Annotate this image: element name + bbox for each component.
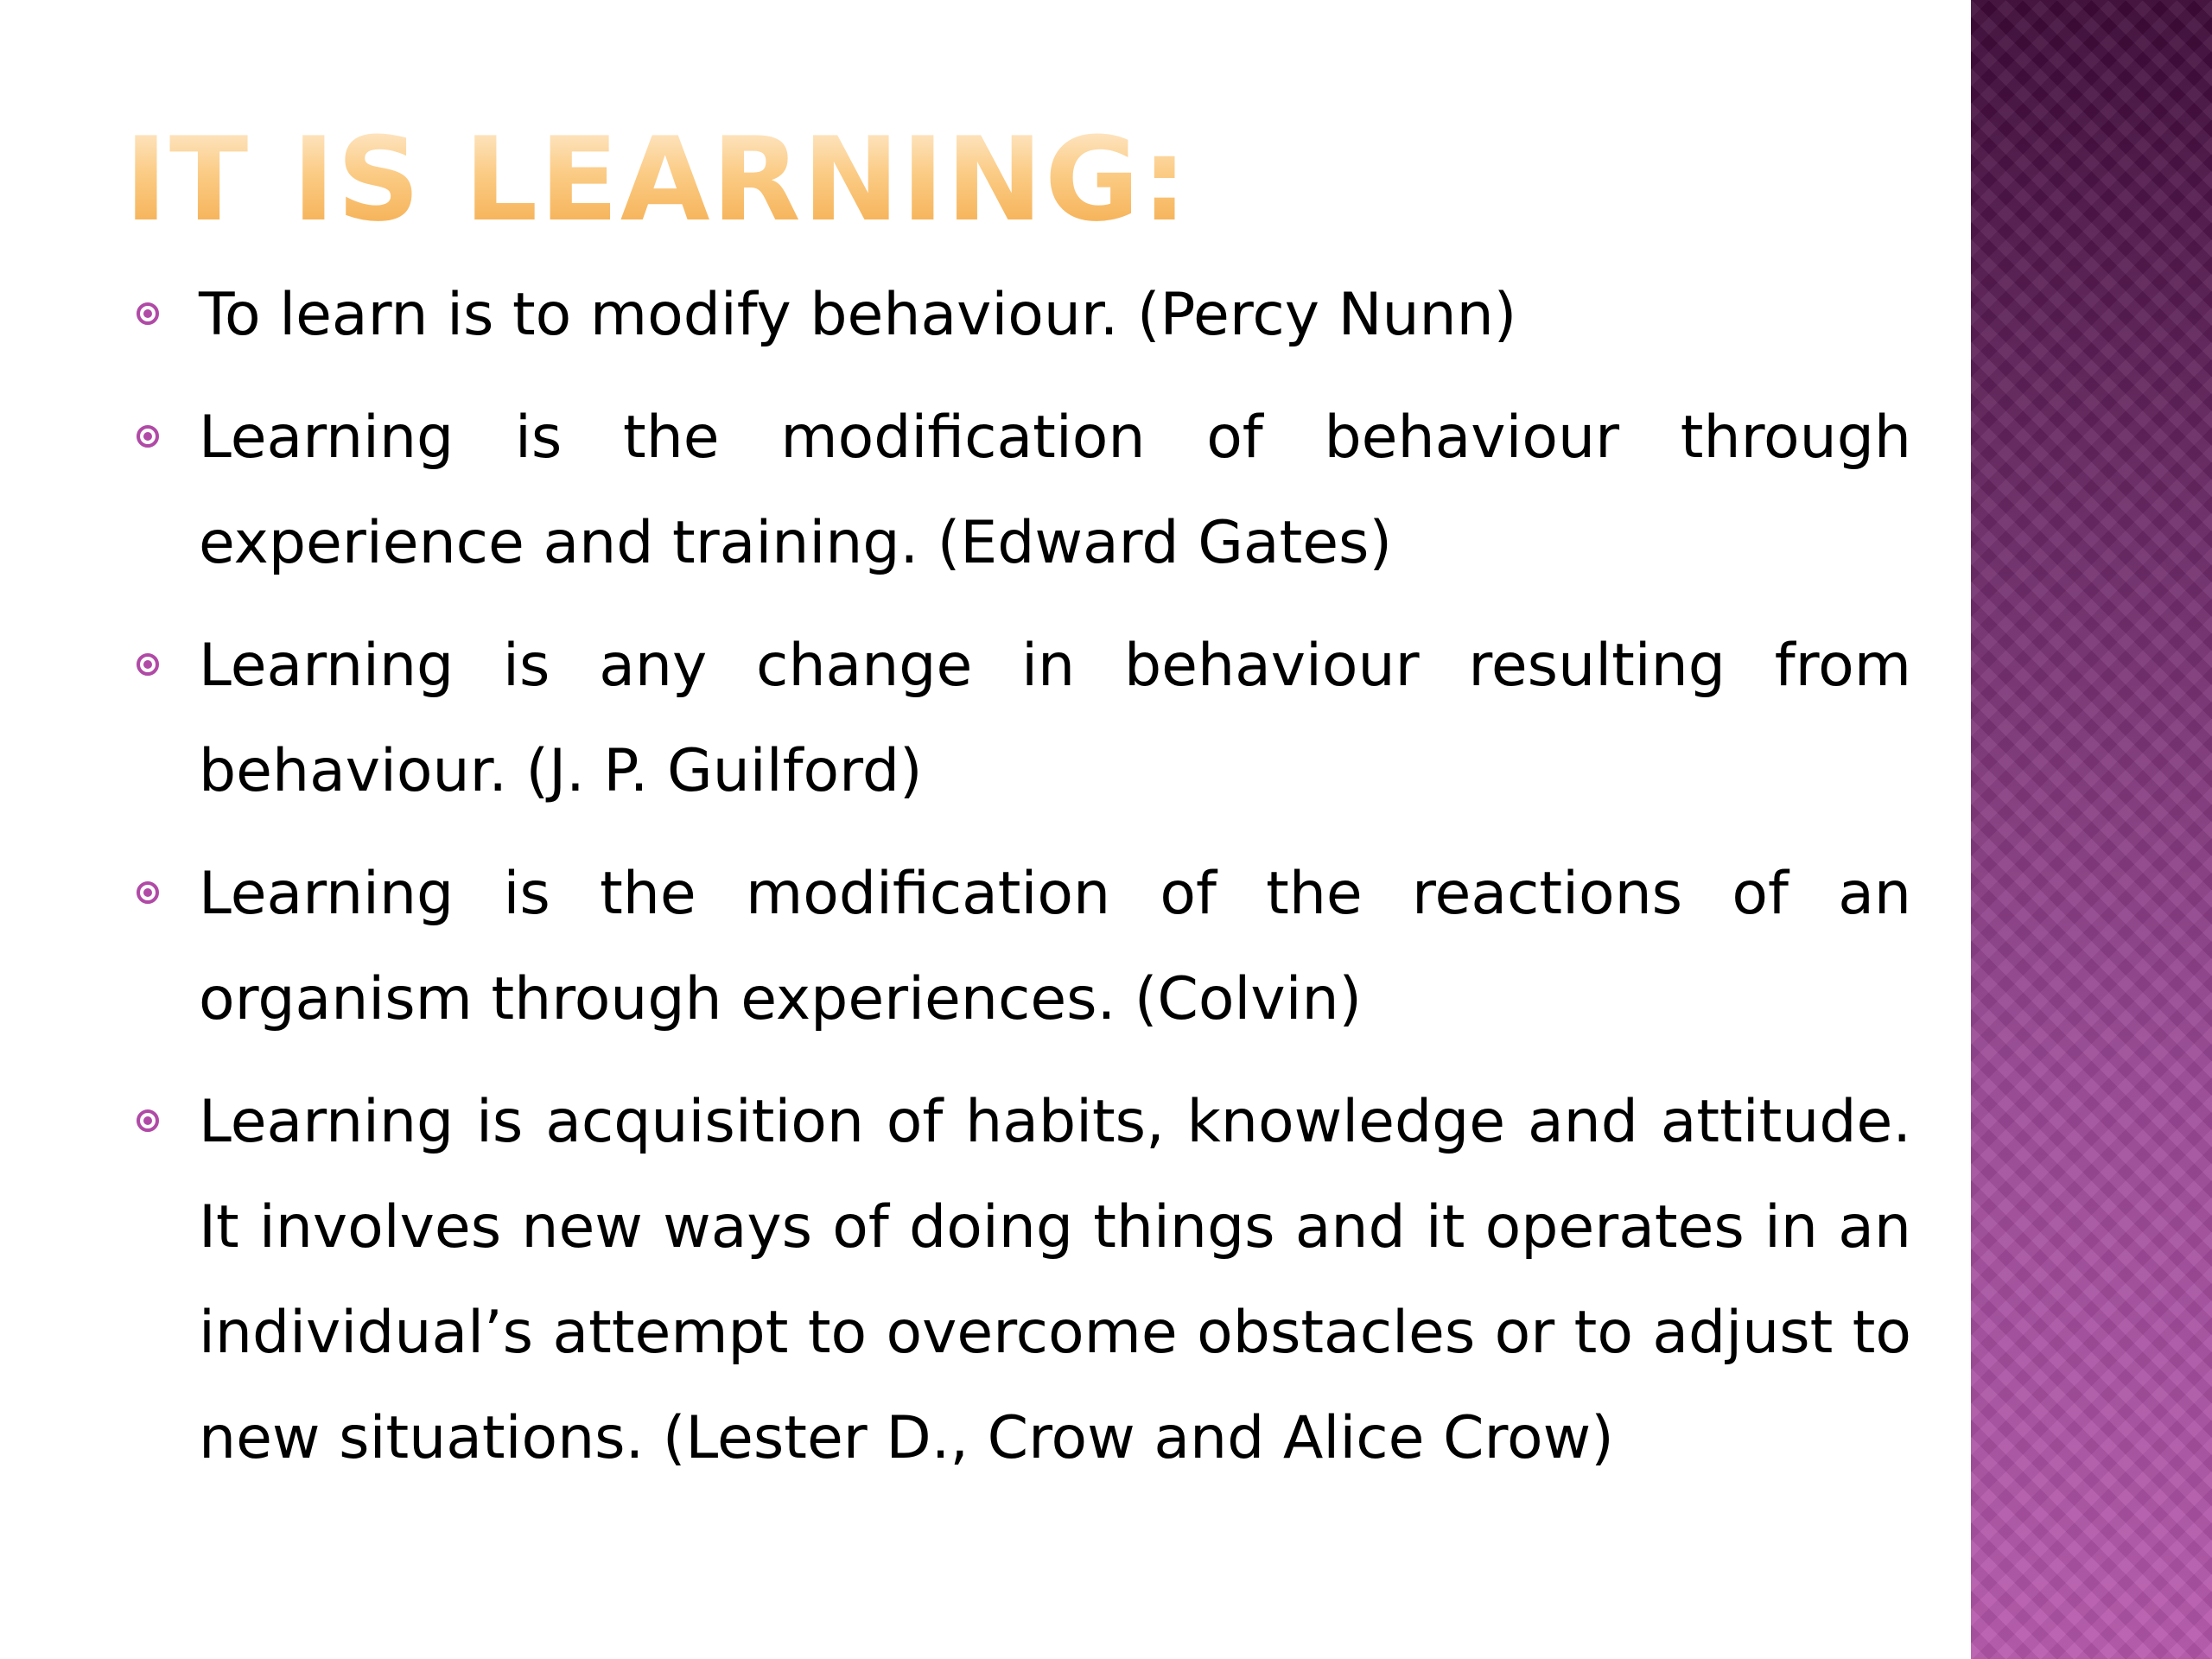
- bullet-item: [130, 263, 1911, 368]
- bullet-text: To learn is to modify behaviour. (Percy Nunn): [199, 281, 1517, 349]
- bullet-item: [130, 613, 1911, 824]
- circle-dot-icon: [137, 653, 159, 676]
- bullet-item: [130, 842, 1911, 1052]
- bullet-item: [130, 1070, 1911, 1491]
- circle-dot-icon: [137, 1109, 159, 1132]
- circle-dot-icon: [137, 881, 159, 904]
- bullet-text: Learning is any change in behaviour resulting from behaviour. (J. P. Guilford): [199, 632, 1911, 805]
- slide-title: IT IS LEARNING:: [124, 112, 1190, 247]
- bullet-text: Learning is the modification of the reactions of an organism through experiences. (Colvin): [199, 860, 1911, 1033]
- decorative-side-band: [1971, 0, 2212, 1659]
- bullet-item: [130, 385, 1911, 596]
- circle-dot-icon: [137, 302, 159, 325]
- circle-dot-icon: [137, 425, 159, 448]
- bullet-text: Learning is acquisition of habits, knowledge and attitude. It involves new ways of doing things and it operates in an individual’s attempt to overcome obstacles or to adjust to new situations. (Lester D., Crow and Alice Crow): [199, 1088, 1911, 1472]
- bullet-text: Learning is the modification of behaviour through experience and training. (Edward Gates): [199, 404, 1911, 577]
- bullet-list: [130, 263, 1911, 1509]
